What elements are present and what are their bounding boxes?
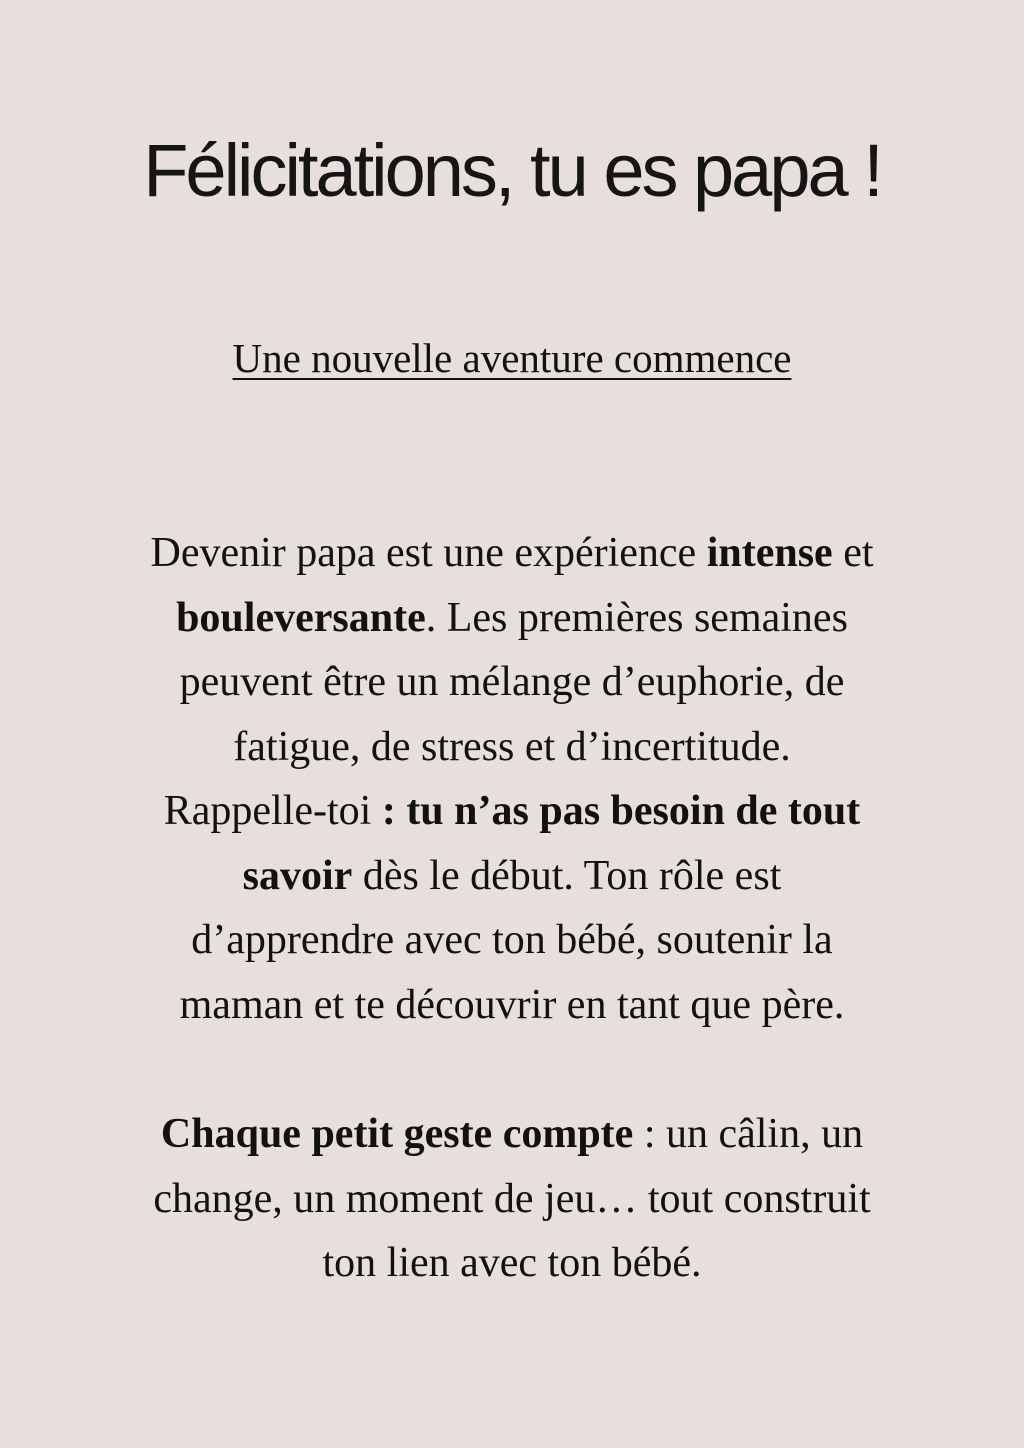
text-segment: d’apprendre avec ton bébé, soutenir la <box>191 917 833 963</box>
text-line <box>0 779 1024 844</box>
text-segment: . Les premières semaines <box>425 594 848 641</box>
text-line <box>0 521 1024 586</box>
text-line <box>0 844 1024 909</box>
paragraph-intro <box>0 521 1024 1037</box>
text-segment: : un câlin, un <box>633 1111 864 1157</box>
section-subtitle: Une nouvelle aventure commence <box>232 335 792 381</box>
paragraph-gestures <box>0 1102 1024 1296</box>
bold-text: : tu n’as pas besoin de tout <box>381 788 861 834</box>
text-segment: et <box>832 530 874 576</box>
bold-text: bouleversante <box>176 594 426 641</box>
text-line <box>0 1167 1024 1232</box>
text-line <box>0 973 1024 1038</box>
text-line <box>0 586 1024 651</box>
text-line <box>0 1102 1024 1167</box>
bold-text: intense <box>706 530 833 576</box>
text-segment: maman et te découvrir en tant que père. <box>179 981 845 1028</box>
text-line <box>0 650 1024 715</box>
text-segment: change, un moment de jeu… tout construit <box>153 1175 871 1222</box>
text-line <box>0 908 1024 973</box>
text-segment: peuvent être un mélange d’euphorie, de <box>179 659 845 705</box>
page-title: Félicitations, tu es papa ! <box>143 128 881 212</box>
bold-text: Chaque petit geste compte <box>160 1111 634 1157</box>
text-segment: dès le début. Ton rôle est <box>352 852 782 899</box>
text-segment: fatigue, de stress et d’incertitude. <box>233 723 791 770</box>
text-segment: ton lien avec ton bébé. <box>322 1240 702 1286</box>
text-line <box>0 715 1024 780</box>
text-segment: Devenir papa est une expérience <box>150 530 707 576</box>
text-segment: Rappelle-toi <box>163 788 382 834</box>
bold-text: savoir <box>242 852 353 899</box>
text-line <box>0 1231 1024 1296</box>
